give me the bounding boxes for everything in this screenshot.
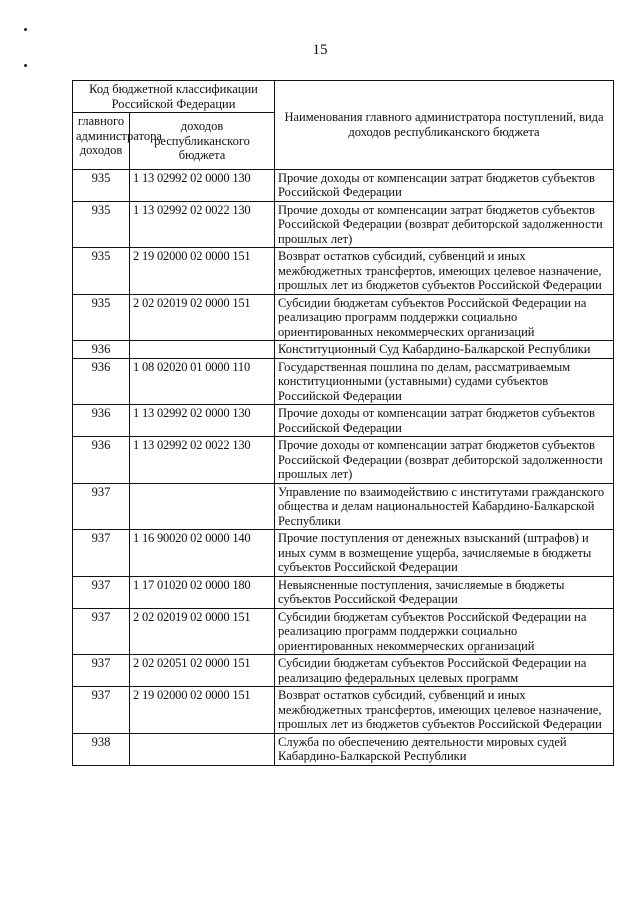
revenue-code-cell: 1 13 02992 02 0000 130	[130, 405, 275, 437]
admin-code-cell: 936	[73, 341, 130, 359]
table-row	[73, 483, 614, 530]
revenue-code-cell: 1 13 02992 02 0000 130	[130, 169, 275, 201]
description-cell: Возврат остатков субсидий, субвенций и иных межбюджетных трансфертов, имеющих целевое назначение, прошлых лет из бюджетов субъектов Российской Федерации	[275, 248, 614, 295]
description-cell: Невыясненные поступления, зачисляемые в бюджеты субъектов Российской Федерации	[275, 576, 614, 608]
revenue-code-cell	[130, 483, 275, 530]
table-row	[73, 530, 614, 577]
description-cell: Возврат остатков субсидий, субвенций и иных межбюджетных трансфертов, имеющих целевое назначение, прошлых лет из бюджетов субъектов Российской Федерации	[275, 687, 614, 734]
table-row	[73, 576, 614, 608]
admin-code-cell: 935	[73, 294, 130, 341]
description-cell: Прочие поступления от денежных взысканий (штрафов) и иных сумм в возмещение ущерба, зачисляемые в бюджеты субъектов Российской Федерации	[275, 530, 614, 577]
revenue-code-cell: 1 16 90020 02 0000 140	[130, 530, 275, 577]
description-cell: Субсидии бюджетам субъектов Российской Федерации на реализацию программ поддержки социально ориентированных некоммерческих организаций	[275, 608, 614, 655]
table-row	[73, 358, 614, 405]
description-cell: Управление по взаимодействию с институтами гражданского общества и делам национальностей Кабардино-Балкарской Республики	[275, 483, 614, 530]
table-row	[73, 687, 614, 734]
revenue-code-cell: 2 02 02051 02 0000 151	[130, 655, 275, 687]
revenue-code-cell: 2 19 02000 02 0000 151	[130, 248, 275, 295]
header-name-column: Наименования главного администратора поступлений, вида доходов республиканского бюджета	[275, 81, 614, 170]
admin-code-cell: 937	[73, 687, 130, 734]
description-cell: Субсидии бюджетам субъектов Российской Федерации на реализацию федеральных целевых программ	[275, 655, 614, 687]
header-row	[73, 81, 614, 113]
table-row	[73, 437, 614, 484]
revenue-code-cell: 2 02 02019 02 0000 151	[130, 608, 275, 655]
description-cell: Служба по обеспечению деятельности мировых судей Кабардино-Балкарской Республики	[275, 733, 614, 765]
table-row	[73, 201, 614, 248]
revenue-code-cell: 2 02 02019 02 0000 151	[130, 294, 275, 341]
admin-code-cell: 936	[73, 405, 130, 437]
revenue-code-cell	[130, 341, 275, 359]
admin-code-cell: 938	[73, 733, 130, 765]
page-number: 15	[312, 42, 328, 58]
admin-code-cell: 937	[73, 576, 130, 608]
description-cell: Прочие доходы от компенсации затрат бюджетов субъектов Российской Федерации (возврат дебиторской задолженности прошлых лет)	[275, 437, 614, 484]
table-row	[73, 341, 614, 359]
admin-code-cell: 937	[73, 608, 130, 655]
admin-code-cell: 937	[73, 655, 130, 687]
table-body	[73, 169, 614, 765]
admin-code-cell: 937	[73, 483, 130, 530]
admin-code-cell: 935	[73, 169, 130, 201]
description-cell: Прочие доходы от компенсации затрат бюджетов субъектов Российской Федерации (возврат дебиторской задолженности прошлых лет)	[275, 201, 614, 248]
table-row	[73, 169, 614, 201]
revenue-code-cell: 1 13 02992 02 0022 130	[130, 201, 275, 248]
description-cell: Государственная пошлина по делам, рассматриваемым конституционными (уставными) судами субъектов Российской Федерации	[275, 358, 614, 405]
scan-speck	[24, 64, 27, 67]
description-cell: Прочие доходы от компенсации затрат бюджетов субъектов Российской Федерации	[275, 169, 614, 201]
revenue-code-cell: 1 08 02020 01 0000 110	[130, 358, 275, 405]
description-cell: Субсидии бюджетам субъектов Российской Федерации на реализацию программ поддержки социально ориентированных некоммерческих организаций	[275, 294, 614, 341]
scan-speck	[24, 28, 27, 31]
admin-code-cell: 935	[73, 201, 130, 248]
admin-code-cell: 936	[73, 358, 130, 405]
revenue-code-cell	[130, 733, 275, 765]
table-row	[73, 608, 614, 655]
table-row	[73, 248, 614, 295]
description-cell: Прочие доходы от компенсации затрат бюджетов субъектов Российской Федерации	[275, 405, 614, 437]
table-row	[73, 733, 614, 765]
header-revenue-column: доходов республиканского бюджета	[130, 113, 275, 170]
budget-classification-table	[72, 80, 614, 766]
revenue-code-cell: 2 19 02000 02 0000 151	[130, 687, 275, 734]
description-cell: Конституционный Суд Кабардино-Балкарской Республики	[275, 341, 614, 359]
admin-code-cell: 936	[73, 437, 130, 484]
admin-code-cell: 935	[73, 248, 130, 295]
admin-code-cell: 937	[73, 530, 130, 577]
table-row	[73, 405, 614, 437]
header-admin-column: главного администратора доходов	[73, 113, 130, 170]
header-code-group: Код бюджетной классификации Российской Федерации	[73, 81, 275, 113]
revenue-code-cell: 1 13 02992 02 0022 130	[130, 437, 275, 484]
table-row	[73, 655, 614, 687]
table-row	[73, 294, 614, 341]
revenue-code-cell: 1 17 01020 02 0000 180	[130, 576, 275, 608]
